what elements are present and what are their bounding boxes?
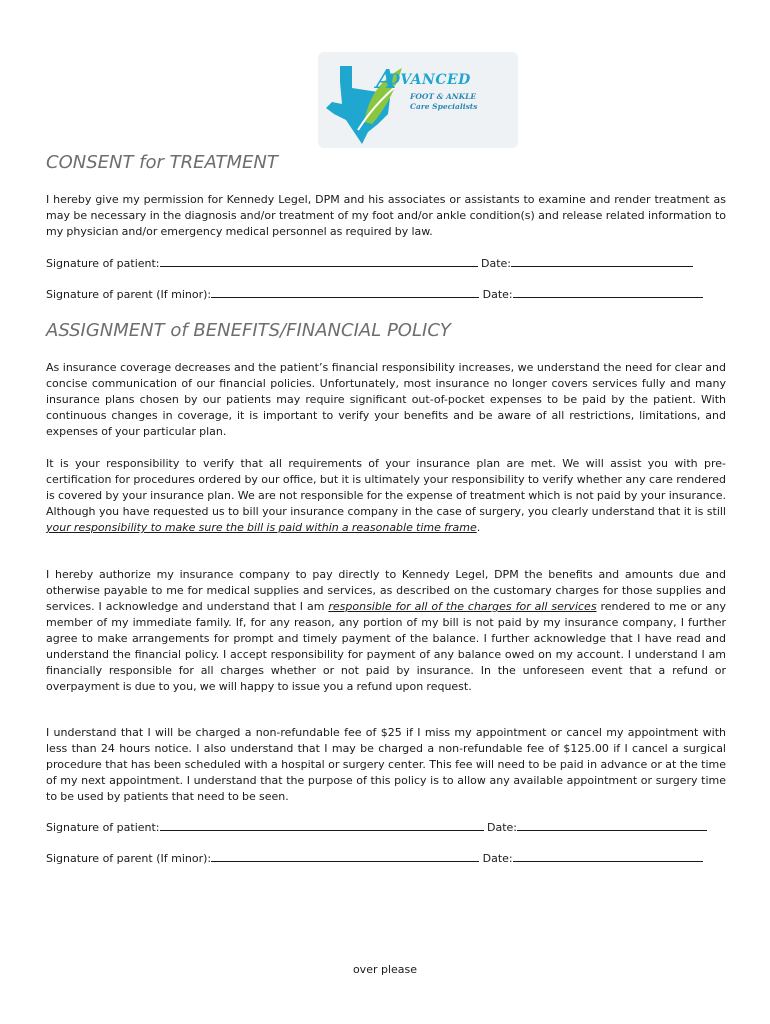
date-field[interactable]: [517, 821, 707, 831]
date-label: Date:: [487, 821, 518, 834]
signature-field[interactable]: [211, 288, 479, 298]
date-label: Date:: [482, 852, 513, 865]
assignment-paragraph-3: [46, 567, 726, 695]
paragraph-text: I hereby authorize my insurance company to pay directly to Kennedy Legel, DPM the benefits and amounts due and otherwise payable to me for medical supplies and services, as described on the customary charges for those supplies and services. I acknowledge and understand that I am: [46, 568, 726, 613]
assignment-parent-signature-row: [46, 852, 703, 865]
consent-heading: CONSENT for TREATMENT: [46, 152, 278, 173]
logo-brand-text: DVANCED: [388, 72, 471, 88]
date-field[interactable]: [511, 257, 693, 267]
page-footer: over please: [352, 963, 418, 976]
assignment-patient-signature-row: [46, 821, 707, 834]
assignment-paragraph-1: As insurance coverage decreases and the patient’s financial responsibility increases, we understand the need for clear and concise communication of our financial policies. Unfortunately, most insurance no longer covers services fully and many insurance plans chosen by our patients may require significant out-of-pocket expenses to be paid by the patient. With continuous changes in coverage, it is important to verify your benefits and be aware of all restrictions, limitations, and expenses of your particular plan.: [46, 361, 726, 438]
logo-line1: FOOT & ANKLE: [410, 92, 477, 101]
signature-field[interactable]: [211, 852, 479, 862]
signature-label: Signature of patient:: [46, 257, 160, 270]
signature-field[interactable]: [160, 257, 478, 267]
date-field[interactable]: [513, 852, 703, 862]
signature-label: Signature of parent (If minor):: [46, 852, 212, 865]
consent-patient-signature-row: [46, 257, 693, 270]
date-label: Date:: [482, 288, 513, 301]
logo-line2: Care Specialists: [410, 102, 478, 111]
emphasis-text: responsible for all of the charges for all services: [328, 600, 597, 613]
signature-label: Signature of parent (If minor):: [46, 288, 212, 301]
date-label: Date:: [481, 257, 512, 270]
date-field[interactable]: [513, 288, 703, 298]
paragraph-text: rendered to me or any member of my immediate family. If, for any reason, any portion of my bill is not paid by my insurance company, I further agree to make arrangements for prompt and timely payment of the balance. I further acknowledge that I have read and understand the financial policy. I accept responsibility for payment of any balance owed on my account. I understand I am financially responsible for all charges whether or not paid by insurance. In the unforeseen event that a refund or overpayment is due to you, we will happy to issue you a refund upon request.: [46, 600, 726, 693]
signature-label: Signature of patient:: [46, 821, 160, 834]
consent-paragraph: I hereby give my permission for Kennedy Legel, DPM and his associates or assistants to examine and render treatment as may be necessary in the diagnosis and/or treatment of my foot and/or ankle condition(s) and release related information to my physician and/or emergency medical personnel as required by law.: [46, 193, 726, 238]
emphasis-text: your responsibility to make sure the bill is paid within a reasonable time frame: [46, 521, 477, 534]
assignment-heading: ASSIGNMENT of BENEFITS/FINANCIAL POLICY: [46, 320, 451, 341]
assignment-paragraph-2: [46, 456, 726, 536]
signature-field[interactable]: [160, 821, 484, 831]
practice-logo: [318, 52, 518, 148]
paragraph-text: .: [476, 521, 481, 534]
consent-parent-signature-row: [46, 288, 703, 301]
paragraph-text: It is your responsibility to verify that all requirements of your insurance plan are met. We will assist you with pre-certification for procedures ordered by our office, but it is ultimately your responsibility to verify whether any care rendered is covered by your insurance plan. We are not responsible for the expense of treatment which is not paid by your insurance. Although you have requested us to bill your insurance company in the case of surgery, you clearly understand that it is still: [46, 457, 726, 518]
svg-text:A: A: [376, 65, 397, 95]
assignment-paragraph-4: I understand that I will be charged a non-refundable fee of $25 if I miss my appointment or cancel my appointment with less than 24 hours notice. I also understand that I may be charged a non-refundable fee of $125.00 if I cancel a surgical procedure that has been scheduled with a hospital or surgery center. This fee will need to be paid in advance or at the time of my next appointment. I understand that the purpose of this policy is to allow any available appointment or surgery time to be used by patients that need to be seen.: [46, 726, 726, 803]
